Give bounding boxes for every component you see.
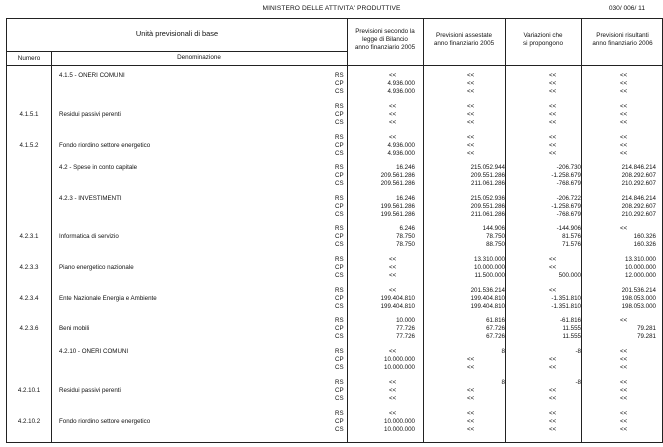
row-type: RS (335, 287, 344, 294)
col2-heading-line: anno finanziario 2005 (433, 40, 495, 47)
row-value: << (389, 103, 397, 110)
row-value: 500.000 (558, 271, 581, 279)
col1-heading-line: Previsioni secondo la (355, 28, 415, 35)
row-denominazione: 4.2.3 - INVESTIMENTI (59, 195, 122, 202)
row-value: 198.053.000 (621, 302, 656, 310)
page-reference: 030/ 006/ 11 (608, 5, 645, 12)
row-value: 78.750 (396, 240, 415, 248)
row-value: << (467, 87, 475, 95)
row-type: CS (335, 332, 344, 340)
divider-col3 (505, 19, 506, 442)
row-denominazione: 4.2 - Spese in conto capitale (59, 164, 138, 171)
col1-heading-line: legge di Bilancio (362, 36, 408, 43)
row-type: CS (335, 118, 344, 126)
row-value: -768.679 (556, 210, 581, 218)
row-code: 4.2.10.1 (17, 386, 41, 394)
row-value: << (549, 386, 557, 394)
divider-numero (51, 51, 52, 442)
row-type: CS (335, 302, 344, 310)
row-denominazione: Informatica di servizio (59, 232, 119, 240)
row-value: 211.061.286 (471, 179, 505, 187)
row-value: << (549, 363, 557, 371)
row-type: CP (335, 232, 344, 240)
row-value: 160.326 (633, 232, 656, 240)
row-value: << (620, 118, 628, 126)
row-denominazione: Beni mobili (59, 324, 90, 332)
row-value: -8 (575, 379, 581, 386)
row-value: 78.750 (486, 232, 505, 240)
row-value: 11.555 (562, 332, 581, 340)
row-value: << (549, 79, 557, 87)
col3-heading (505, 32, 581, 48)
row-type: CS (335, 271, 344, 279)
row-value: 79.281 (637, 332, 656, 340)
col1-heading (347, 28, 423, 52)
row-value: << (620, 225, 628, 232)
row-value: << (620, 87, 628, 95)
row-value: 4.936.000 (387, 149, 415, 157)
row-value: << (467, 386, 475, 394)
row-value: << (620, 149, 628, 157)
row-type: CP (335, 324, 344, 332)
row-value: << (549, 103, 557, 110)
row-value: << (467, 425, 475, 433)
header-split-line (7, 51, 347, 52)
row-value: << (549, 355, 557, 363)
row-value: 208.292.607 (621, 171, 656, 179)
row-value: << (389, 394, 397, 402)
row-value: << (467, 363, 475, 371)
row-type: CP (335, 386, 344, 394)
row-value: << (467, 72, 475, 79)
row-value: << (549, 141, 557, 149)
col4-heading-line: anno finanziario 2006 (592, 40, 653, 47)
row-value: 10.000 (396, 317, 415, 324)
row-value: << (620, 410, 628, 417)
row-type: CP (335, 355, 344, 363)
row-type: RS (335, 410, 344, 417)
row-value: 4.936.000 (387, 79, 415, 87)
row-value: 67.726 (486, 324, 505, 332)
row-code: 4.1.5.1 (19, 110, 39, 118)
ministry-title: MINISTERO DELLE ATTIVITA' PRODUTTIVE (262, 5, 401, 12)
row-value: << (389, 379, 397, 386)
row-value: 10.000.000 (384, 363, 415, 371)
row-value: << (620, 110, 628, 118)
row-value: << (389, 72, 397, 79)
row-value: << (549, 425, 557, 433)
header-bottom-line (7, 65, 662, 66)
row-value: -61.816 (560, 317, 581, 324)
row-value: << (620, 317, 628, 324)
row-type: CS (335, 394, 344, 402)
row-value: 4.936.000 (387, 87, 415, 95)
row-type: CS (335, 149, 344, 157)
row-denominazione: Piano energetico nazionale (59, 263, 134, 271)
row-value: 214.846.214 (621, 164, 656, 171)
row-value: << (467, 394, 475, 402)
row-value: 160.326 (633, 240, 656, 248)
row-value: << (620, 141, 628, 149)
row-value: 215.052.944 (470, 164, 505, 171)
row-value: << (549, 149, 557, 157)
row-value: 77.726 (396, 332, 415, 340)
row-value: 16.246 (396, 164, 415, 171)
denominazione-heading: Denominazione (177, 54, 221, 61)
row-value: 10.000.000 (384, 355, 415, 363)
row-value: -1.351.810 (551, 302, 581, 310)
row-value: 4.936.000 (387, 141, 415, 149)
row-value: 11.500.000 (474, 271, 505, 279)
col4-heading (581, 32, 663, 48)
row-value: 79.281 (637, 324, 656, 332)
row-value: 10.000.000 (474, 263, 505, 271)
row-value: 211.061.286 (471, 210, 505, 218)
row-value: -206.722 (556, 195, 581, 202)
row-value: -8 (575, 348, 581, 355)
row-value: 10.000.000 (384, 417, 415, 425)
row-denominazione: Residui passivi perenti (59, 386, 121, 394)
col1-heading-line: anno finanziario 2005 (354, 44, 416, 51)
row-value: 61.816 (486, 317, 505, 324)
row-value: 201.536.214 (470, 287, 505, 294)
row-type: CP (335, 171, 344, 179)
row-value: -1.258.679 (551, 202, 581, 210)
row-type: CP (335, 294, 344, 302)
row-type: CS (335, 425, 344, 433)
row-value: << (467, 118, 475, 126)
row-value: << (467, 149, 475, 157)
row-value: << (549, 410, 557, 417)
row-value: << (620, 79, 628, 87)
row-value: << (467, 355, 475, 363)
row-value: << (389, 410, 397, 417)
row-value: 215.052.936 (470, 195, 505, 202)
col3-heading-line: si propongono (523, 40, 563, 47)
row-value: << (467, 103, 475, 110)
unita-heading: Unità previsionali di base (135, 29, 219, 38)
row-value: << (467, 417, 475, 425)
row-denominazione: Ente Nazionale Energia e Ambiente (59, 294, 157, 302)
col4-heading-line: Previsioni risultanti (596, 32, 649, 39)
row-value: 199.404.810 (380, 302, 415, 310)
row-value: << (620, 394, 628, 402)
row-code: 4.2.10.2 (17, 417, 41, 425)
row-value: << (389, 386, 397, 394)
row-value: 199.404.810 (380, 294, 415, 302)
row-value: 13.310.000 (474, 256, 505, 263)
row-type: RS (335, 72, 344, 79)
row-value: << (549, 394, 557, 402)
row-type: CS (335, 210, 344, 218)
row-value: -144.906 (556, 225, 581, 232)
col3-heading-line: Variazioni che (523, 32, 563, 39)
row-type: RS (335, 134, 344, 141)
row-type: CP (335, 202, 344, 210)
row-value: << (620, 425, 628, 433)
row-value: << (389, 263, 397, 271)
row-type: CS (335, 87, 344, 95)
row-denominazione: 4.1.5 - ONERI COMUNI (59, 72, 125, 79)
row-value: 81.576 (562, 232, 581, 240)
row-value: 71.576 (562, 240, 581, 248)
row-type: CP (335, 110, 344, 118)
row-value: 199.561.286 (380, 210, 415, 218)
row-value: << (467, 110, 475, 118)
row-value: 214.846.214 (621, 195, 656, 202)
row-value: << (620, 134, 628, 141)
row-value: << (620, 386, 628, 394)
row-type: CS (335, 240, 344, 248)
row-value: << (389, 271, 397, 279)
row-denominazione: 4.2.10 - ONERI COMUNI (59, 348, 129, 355)
row-value: 209.551.286 (470, 202, 505, 210)
row-value: << (620, 355, 628, 363)
row-value: 11.555 (562, 324, 581, 332)
row-value: << (549, 118, 557, 126)
divider-col2 (423, 19, 424, 442)
row-value: 6.246 (399, 225, 415, 232)
row-value: 12.000.000 (625, 271, 656, 279)
row-value: << (620, 348, 628, 355)
row-value: 10.000.000 (384, 425, 415, 433)
row-value: 88.750 (486, 240, 505, 248)
row-value: << (549, 110, 557, 118)
row-value: 208.292.607 (621, 202, 656, 210)
row-value: 16.246 (396, 195, 415, 202)
row-denominazione: Residui passivi perenti (59, 110, 121, 118)
row-value: << (389, 134, 397, 141)
row-value: 8 (501, 379, 505, 386)
row-type: CS (335, 363, 344, 371)
row-value: 199.561.286 (380, 202, 415, 210)
row-value: << (620, 72, 628, 79)
row-value: << (549, 287, 557, 294)
row-value: 78.750 (396, 232, 415, 240)
row-type: RS (335, 379, 344, 386)
row-value: << (389, 256, 397, 263)
row-value: << (549, 417, 557, 425)
row-value: 13.310.000 (625, 256, 656, 263)
row-value: 198.053.000 (621, 294, 656, 302)
row-code: 4.2.3.1 (19, 232, 39, 240)
numero-heading: Numero (17, 55, 41, 62)
row-type: CP (335, 141, 344, 149)
col2-heading-line: Previsioni assestate (436, 32, 492, 39)
row-value: 201.536.214 (621, 287, 656, 294)
row-value: << (549, 87, 557, 95)
row-type: RS (335, 225, 344, 232)
row-type: RS (335, 103, 344, 110)
row-code: 4.2.3.3 (19, 263, 39, 271)
row-value: << (467, 141, 475, 149)
row-value: << (389, 348, 397, 355)
row-type: CP (335, 263, 344, 271)
row-value: 199.404.810 (470, 294, 505, 302)
budget-table (6, 18, 663, 443)
row-value: 210.292.607 (621, 210, 656, 218)
row-type: CS (335, 179, 344, 187)
row-value: << (620, 363, 628, 371)
row-type: RS (335, 164, 344, 171)
row-type: CP (335, 417, 344, 425)
row-value: 209.561.286 (380, 179, 415, 187)
row-value: 209.551.286 (470, 171, 505, 179)
row-value: -206.730 (556, 164, 581, 171)
row-denominazione: Fondo riordino settore energetico (59, 141, 151, 149)
row-type: RS (335, 348, 344, 355)
row-value: << (620, 103, 628, 110)
row-value: 210.292.607 (621, 179, 656, 187)
row-value: -768.679 (556, 179, 581, 187)
row-type: RS (335, 195, 344, 202)
row-value: << (389, 118, 397, 126)
row-value: 209.561.286 (380, 171, 415, 179)
row-value: << (620, 417, 628, 425)
row-value: -1.258.679 (551, 171, 581, 179)
row-value: << (467, 79, 475, 87)
row-denominazione: Fondo riordino settore energetico (59, 417, 151, 425)
row-value: << (389, 110, 397, 118)
row-value: << (549, 72, 557, 79)
row-value: << (549, 256, 557, 263)
row-value: 10.000.000 (625, 263, 656, 271)
row-code: 4.2.3.4 (19, 294, 39, 302)
row-value: 199.404.810 (470, 302, 505, 310)
row-code: 4.2.3.6 (19, 324, 39, 332)
row-value: 77.726 (396, 324, 415, 332)
row-value: -1.351.810 (551, 294, 581, 302)
row-type: RS (335, 317, 344, 324)
row-value: 67.726 (486, 332, 505, 340)
row-value: 8 (501, 348, 505, 355)
row-value: << (389, 287, 397, 294)
row-type: CP (335, 79, 344, 87)
row-value: << (549, 134, 557, 141)
row-value: << (467, 410, 475, 417)
col2-heading (423, 32, 505, 48)
row-code: 4.1.5.2 (19, 141, 39, 149)
row-type: RS (335, 256, 344, 263)
row-value: 144.906 (482, 225, 505, 232)
row-value: << (549, 263, 557, 271)
row-value: << (620, 379, 628, 386)
row-value: << (467, 134, 475, 141)
